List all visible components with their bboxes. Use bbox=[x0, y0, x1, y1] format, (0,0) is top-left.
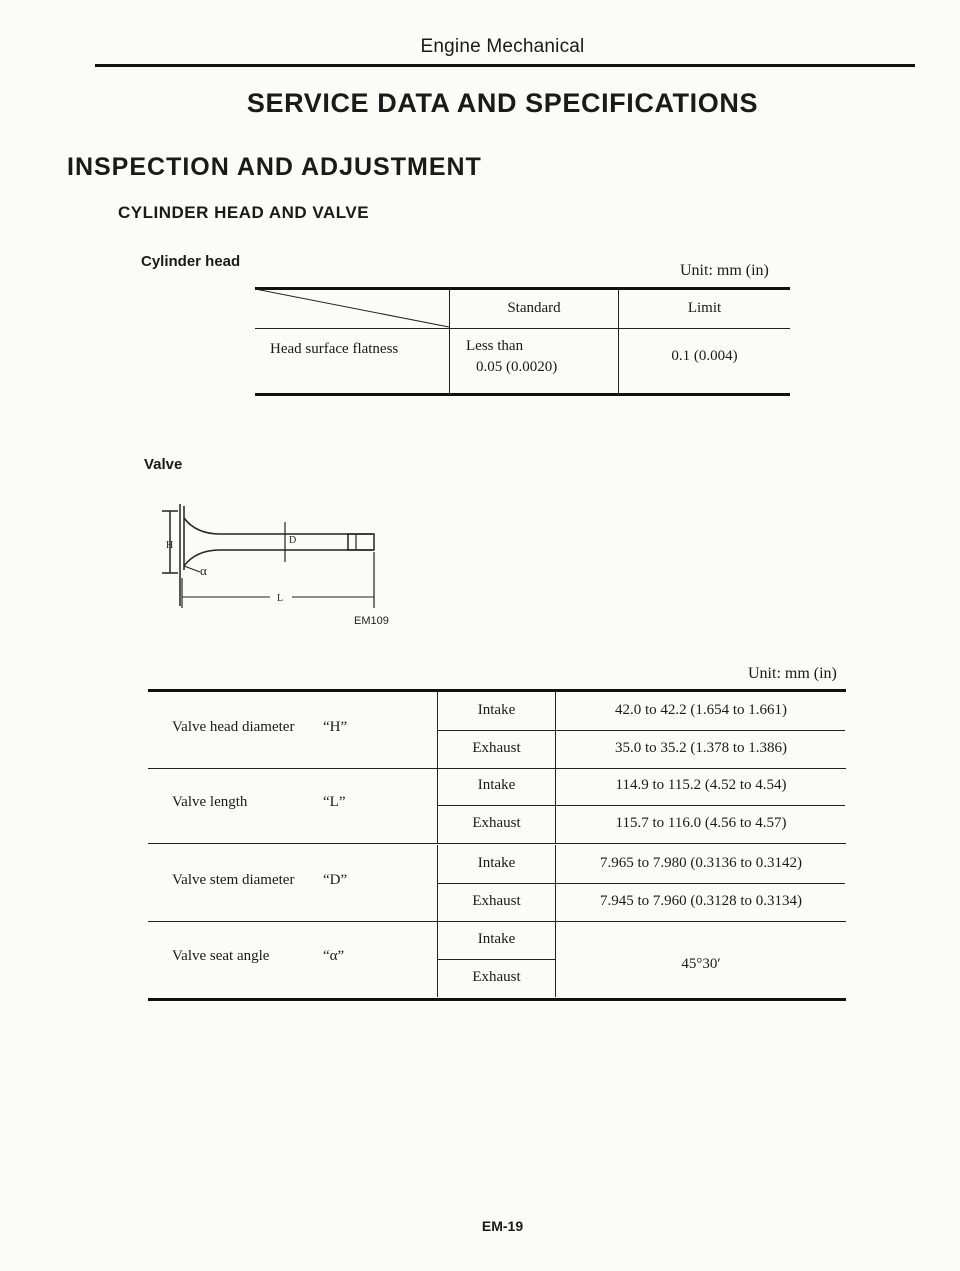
exhaust-label: Exhaust bbox=[472, 815, 521, 831]
valve-table-row-rule bbox=[148, 768, 846, 769]
valve-table-row-rule bbox=[148, 843, 846, 844]
exhaust-label: Exhaust bbox=[472, 893, 521, 909]
valve-row-symbol: “H” bbox=[323, 719, 348, 735]
valve-row-label: Valve stem diameter bbox=[172, 872, 295, 888]
table-corner-diagonal bbox=[255, 289, 450, 329]
intake-label: Intake bbox=[477, 931, 516, 947]
exhaust-label: Exhaust bbox=[472, 969, 521, 985]
subsection-title: CYLINDER HEAD AND VALVE bbox=[118, 203, 370, 222]
diagram-label-d: D bbox=[289, 535, 297, 546]
column-header-limit: Limit bbox=[687, 300, 722, 316]
valve-table-row-rule bbox=[148, 921, 846, 922]
intake-value: 42.0 to 42.2 (1.654 to 1.661) bbox=[614, 702, 788, 718]
valve-row-mid-rule bbox=[437, 883, 845, 884]
page-title: SERVICE DATA AND SPECIFICATIONS bbox=[246, 88, 759, 118]
intake-value: 114.9 to 115.2 (4.52 to 4.54) bbox=[615, 777, 787, 793]
valve-unit: Unit: mm (in) bbox=[748, 665, 837, 682]
page-number: EM-19 bbox=[481, 1218, 524, 1234]
valve-row-label: Valve length bbox=[172, 794, 248, 810]
standard-value-line2: 0.05 (0.0020) bbox=[476, 359, 558, 375]
diagram-label-h: H bbox=[166, 540, 174, 551]
diagram-label-alpha: α bbox=[200, 563, 207, 578]
column-header-standard: Standard bbox=[507, 300, 561, 316]
standard-value-line1: Less than bbox=[466, 338, 524, 354]
valve-row-label: Valve head diameter bbox=[172, 719, 295, 735]
valve-table-bottom-rule bbox=[148, 998, 846, 1001]
valve-row-symbol: “α” bbox=[323, 948, 345, 964]
valve-row-mid-rule bbox=[437, 959, 555, 960]
valve-row-label: Valve seat angle bbox=[172, 948, 270, 964]
intake-label: Intake bbox=[477, 777, 516, 793]
valve-row-mid-rule bbox=[437, 730, 845, 731]
cylinder-head-table-bottom-rule bbox=[255, 393, 790, 396]
limit-value: 0.1 (0.004) bbox=[671, 348, 738, 364]
head-surface-flatness-label: Head surface flatness bbox=[270, 341, 399, 357]
exhaust-label: Exhaust bbox=[472, 740, 521, 756]
running-title: Engine Mechanical bbox=[420, 36, 585, 57]
diagram-label-l: L bbox=[277, 593, 284, 604]
valve-heading: Valve bbox=[144, 456, 183, 473]
cylinder-head-heading: Cylinder head bbox=[141, 253, 241, 270]
header-rule bbox=[95, 64, 915, 67]
valve-seat-angle-value: 45°30′ bbox=[681, 956, 721, 972]
valve-row-mid-rule bbox=[437, 805, 845, 806]
cylinder-head-table-header-rule bbox=[255, 328, 790, 329]
valve-table-top-rule bbox=[148, 689, 846, 692]
valve-row-symbol: “L” bbox=[323, 794, 346, 810]
intake-label: Intake bbox=[477, 855, 516, 871]
exhaust-value: 7.945 to 7.960 (0.3128 to 0.3134) bbox=[599, 893, 803, 909]
valve-row-symbol: “D” bbox=[323, 872, 348, 888]
section-title: INSPECTION AND ADJUSTMENT bbox=[67, 153, 482, 181]
intake-label: Intake bbox=[477, 702, 516, 718]
figure-code: EM109 bbox=[354, 615, 389, 627]
cylinder-head-unit: Unit: mm (in) bbox=[680, 262, 769, 279]
exhaust-value: 35.0 to 35.2 (1.378 to 1.386) bbox=[614, 740, 788, 756]
intake-value: 7.965 to 7.980 (0.3136 to 0.3142) bbox=[599, 855, 803, 871]
exhaust-value: 115.7 to 116.0 (4.56 to 4.57) bbox=[615, 815, 787, 831]
valve-diagram bbox=[140, 500, 430, 635]
